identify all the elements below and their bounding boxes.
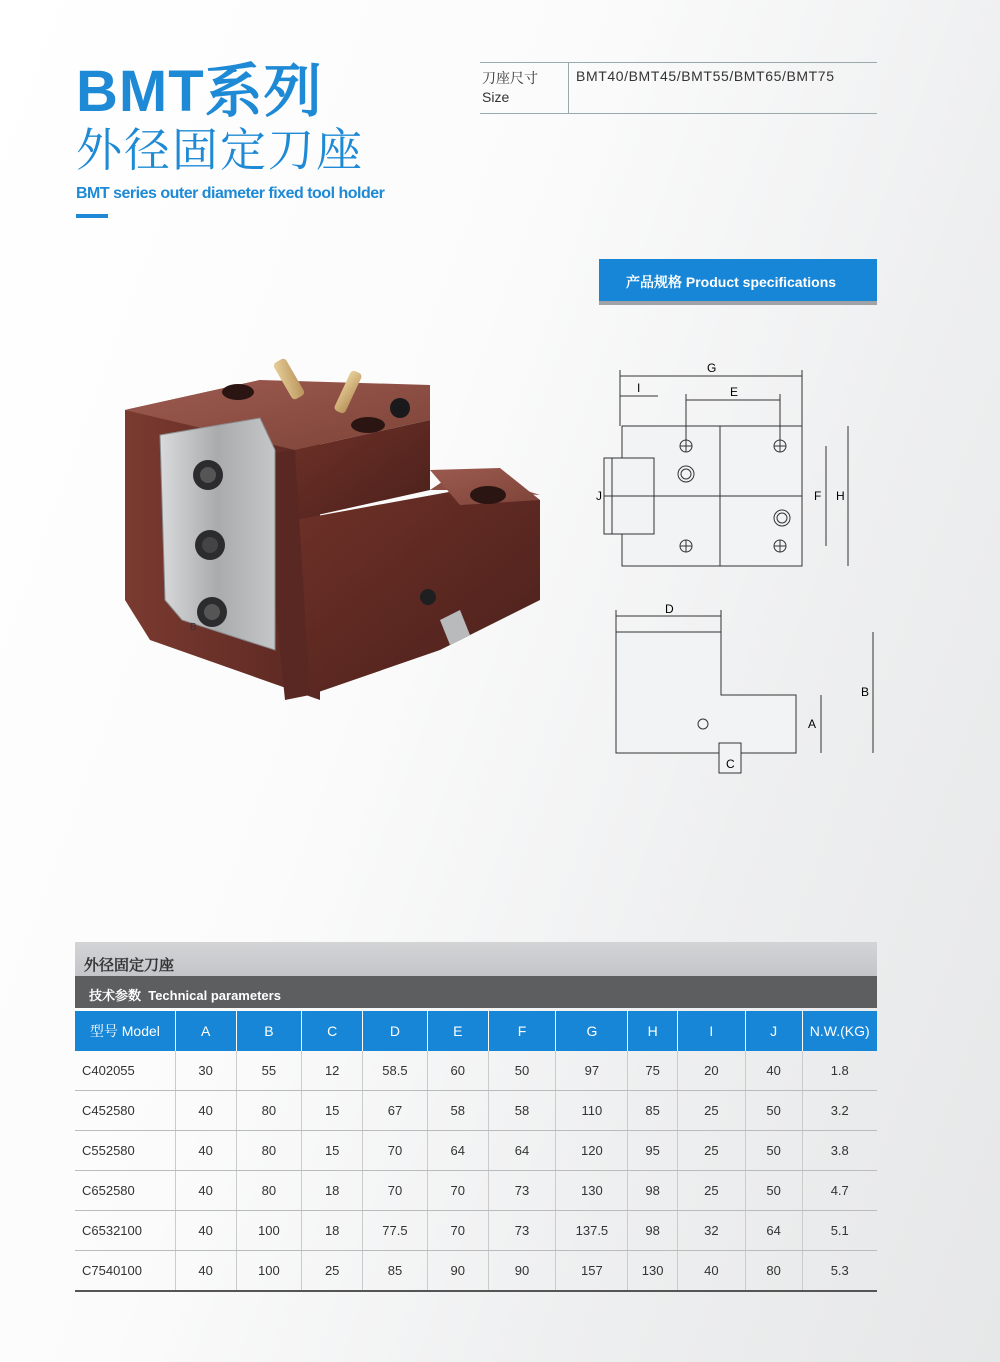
dim-label-e: E — [730, 385, 739, 399]
table-cell: C6532100 — [75, 1211, 175, 1251]
col-header: B — [236, 1011, 302, 1051]
table-cell: 64 — [745, 1211, 802, 1251]
table-cell: 100 — [236, 1211, 302, 1251]
table-cell: 80 — [236, 1091, 302, 1131]
dim-label-c: C — [726, 757, 735, 771]
product-photo — [110, 340, 560, 710]
table-cell: 50 — [488, 1051, 556, 1091]
table-cell: 3.8 — [802, 1131, 877, 1171]
table-cell: 55 — [236, 1051, 302, 1091]
size-label-cn: 刀座尺寸 — [482, 70, 538, 86]
table-cell: 130 — [556, 1171, 628, 1211]
table-cell: 5.1 — [802, 1211, 877, 1251]
table-row — [75, 1211, 877, 1251]
col-header: G — [556, 1011, 628, 1051]
table-cell: 32 — [677, 1211, 745, 1251]
dim-label-i: I — [637, 381, 641, 395]
table-row — [75, 1091, 877, 1131]
dim-label-a: A — [808, 717, 817, 731]
spec-banner-label: 产品规格 Product specifications — [626, 274, 837, 290]
table-cell: 25 — [677, 1131, 745, 1171]
col-header: J — [745, 1011, 802, 1051]
table-cell: 70 — [363, 1131, 428, 1171]
table-cell: C452580 — [75, 1091, 175, 1131]
table-row — [75, 1171, 877, 1211]
table-cell: 77.5 — [363, 1211, 428, 1251]
table-header-row — [75, 1011, 877, 1051]
table-cell: 98 — [628, 1171, 678, 1211]
table-cell: 50 — [745, 1171, 802, 1211]
table-cell: 12 — [302, 1051, 363, 1091]
table-cell: 40 — [175, 1171, 236, 1211]
table-row — [75, 1131, 877, 1171]
dim-label-f: F — [814, 489, 822, 503]
table-cell: C7540100 — [75, 1251, 175, 1292]
table-cell: 15 — [302, 1091, 363, 1131]
table-cell: 50 — [745, 1131, 802, 1171]
table-cell: 97 — [556, 1051, 628, 1091]
dim-label-g: G — [707, 361, 717, 375]
table-cell: 25 — [302, 1251, 363, 1292]
spec-banner — [599, 259, 877, 301]
col-header: F — [488, 1011, 556, 1051]
title-underline — [76, 214, 108, 218]
parameters-table — [75, 1011, 877, 1292]
table-cell: 40 — [175, 1091, 236, 1131]
table-cell: 64 — [427, 1131, 488, 1171]
table-cell: 110 — [556, 1091, 628, 1131]
table-cell: 18 — [302, 1171, 363, 1211]
table-cell: 85 — [363, 1251, 428, 1292]
table-cell: 30 — [175, 1051, 236, 1091]
table-cell: 98 — [628, 1211, 678, 1251]
dim-label-h: H — [836, 489, 845, 503]
table-cell: C402055 — [75, 1051, 175, 1091]
page-title: BMT系列 — [76, 59, 323, 124]
table-cell: 70 — [427, 1211, 488, 1251]
table-cell: 15 — [302, 1131, 363, 1171]
table-cell: 75 — [628, 1051, 678, 1091]
table-cell: 85 — [628, 1091, 678, 1131]
table-cell: 90 — [427, 1251, 488, 1292]
table-body — [75, 1051, 877, 1291]
table-section-title-text: 外径固定刀座 — [84, 957, 175, 974]
col-header: H — [628, 1011, 678, 1051]
col-header: D — [363, 1011, 428, 1051]
table-cell: 20 — [677, 1051, 745, 1091]
col-header: A — [175, 1011, 236, 1051]
dimension-drawing-top — [590, 360, 860, 580]
table-cell: 90 — [488, 1251, 556, 1292]
table-cell: 70 — [363, 1171, 428, 1211]
table-cell: 73 — [488, 1211, 556, 1251]
size-label-en: Size — [482, 89, 510, 105]
table-cell: 40 — [175, 1131, 236, 1171]
col-header: C — [302, 1011, 363, 1051]
table-cell: 40 — [175, 1251, 236, 1292]
table-cell: 70 — [427, 1171, 488, 1211]
plate-engraving: B — [190, 622, 197, 633]
table-cell: 40 — [677, 1251, 745, 1292]
table-cell: 58 — [488, 1091, 556, 1131]
page-subtitle-cn: 外径固定刀座 — [76, 124, 364, 176]
col-header: E — [427, 1011, 488, 1051]
col-header: 型号 Model — [75, 1011, 175, 1051]
table-sub-title-text: 技术参数 Technical parameters — [89, 988, 281, 1003]
table-cell: 80 — [236, 1171, 302, 1211]
table-cell: 40 — [745, 1051, 802, 1091]
table-cell: C552580 — [75, 1131, 175, 1171]
dimension-drawing-side — [595, 600, 885, 790]
table-cell: 25 — [677, 1091, 745, 1131]
table-cell: 4.7 — [802, 1171, 877, 1211]
dim-label-j: J — [596, 489, 602, 503]
table-row — [75, 1251, 877, 1292]
dim-label-d: D — [665, 602, 674, 616]
table-cell: 80 — [236, 1131, 302, 1171]
size-box — [480, 62, 877, 114]
table-cell: 58.5 — [363, 1051, 428, 1091]
table-cell: 120 — [556, 1131, 628, 1171]
dim-label-b: B — [861, 685, 870, 699]
table-cell: 25 — [677, 1171, 745, 1211]
table-cell: 58 — [427, 1091, 488, 1131]
table-cell: 73 — [488, 1171, 556, 1211]
col-header: I — [677, 1011, 745, 1051]
size-label — [480, 63, 569, 113]
table-cell: 100 — [236, 1251, 302, 1292]
table-cell: 50 — [745, 1091, 802, 1131]
col-header: N.W.(KG) — [802, 1011, 877, 1051]
table-cell: 137.5 — [556, 1211, 628, 1251]
table-sub-title — [75, 976, 877, 1008]
table-cell: 3.2 — [802, 1091, 877, 1131]
table-section-title — [75, 942, 877, 976]
table-cell: 95 — [628, 1131, 678, 1171]
table-row — [75, 1051, 877, 1091]
table-cell: 40 — [175, 1211, 236, 1251]
table-cell: 130 — [628, 1251, 678, 1292]
table-cell: 64 — [488, 1131, 556, 1171]
table-cell: 1.8 — [802, 1051, 877, 1091]
table-cell: 67 — [363, 1091, 428, 1131]
table-cell: C652580 — [75, 1171, 175, 1211]
table-cell: 5.3 — [802, 1251, 877, 1292]
table-cell: 18 — [302, 1211, 363, 1251]
table-cell: 60 — [427, 1051, 488, 1091]
table-cell: 157 — [556, 1251, 628, 1292]
size-value: BMT40/BMT45/BMT55/BMT65/BMT75 — [576, 68, 835, 84]
page-subtitle-en: BMT series outer diameter fixed tool holder — [76, 185, 385, 202]
table-cell: 80 — [745, 1251, 802, 1292]
